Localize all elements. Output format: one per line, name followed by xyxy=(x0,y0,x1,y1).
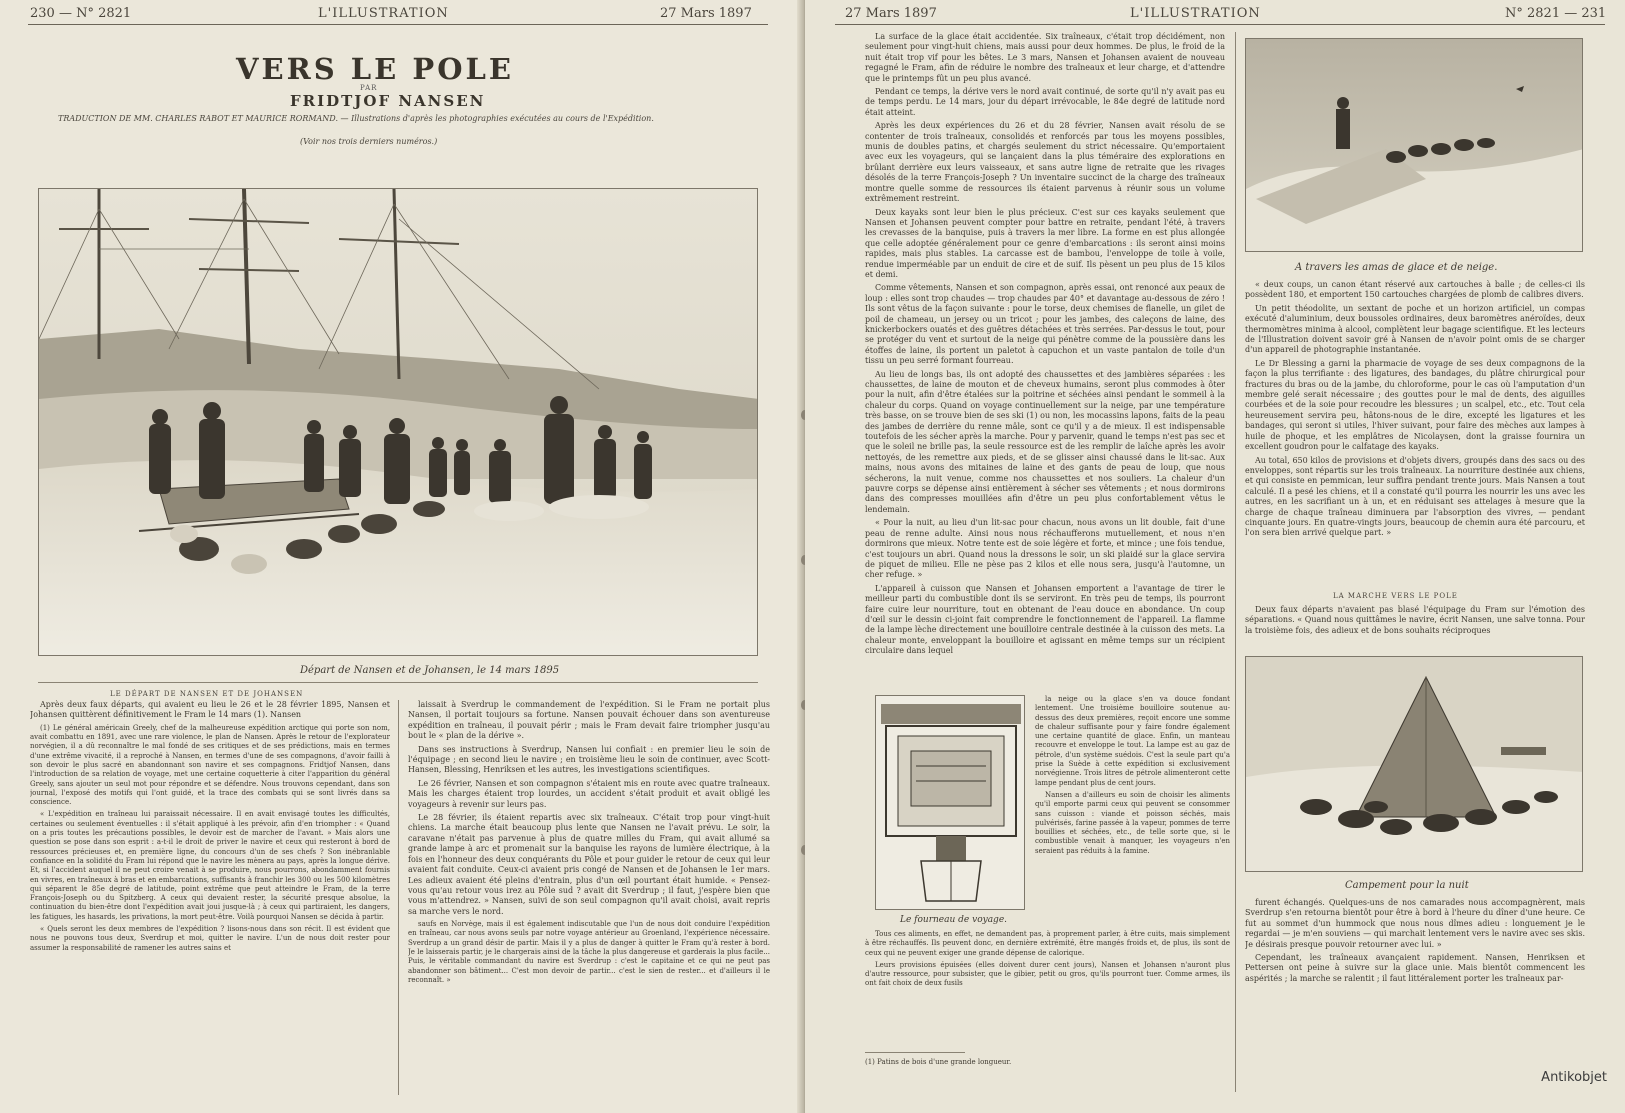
series-note: (Voir nos trois derniers numéros.) xyxy=(300,137,438,146)
paragraph: « Quels seront les deux membres de l'expédition ? lisons-nous dans son récit. Il est évident que nous ne pouvons tous deux, Sverdrup et moi, quitter le navire. L'un de nous doit rester pour assumer la responsabilité de ramener les autres sains et xyxy=(30,925,390,952)
column-divider xyxy=(398,700,399,1095)
paragraph: Après deux faux départs, qui avaient eu lieu le 26 et le 28 février 1895, Nansen et Johansen quittèrent définitivement le Fram le 14 mars (1). Nansen xyxy=(30,700,390,720)
masthead: L'ILLUSTRATION xyxy=(1130,6,1261,21)
section-heading-depart: LE DÉPART DE NANSEN ET DE JOHANSEN xyxy=(110,690,304,698)
issue-date: 27 Mars 1897 xyxy=(660,6,752,21)
ice-march-engraving xyxy=(1246,39,1583,252)
paragraph: « L'expédition en traîneau lui paraissait nécessaire. Il en avait envisagé toutes les difficultés, certaines ou seulement éventuelles : il s'était appliqué à les prévoir, afin d'en triompher : « Quand on a pris toutes les précautions possibles, le devoir est de marcher de l'avant. » Mais alors une question se pose dans son esprit : a-t-il le droit de priver le navire et ceux qui resteront à bord de ressources précieuses et, en première ligne, du concours d'un de ses chefs ? Son inébranlable confiance en la solidité du Fram lui répond que le navire les mènera au pays, après la longue dérive. Et, si l'accident auquel il ne peut croire venait à se produire, nous pourrons, abondamment fournis en vivres, en traîneaux à bras et en embarcations, suffisants à franchir les 300 ou les 500 kilomètres qui séparent le 85e degré de latitude, point extrême que peut atteindre le Fram, de la terre François-Joseph ou du Spitzberg. A ceux qui devaient rester, la sécurité presque absolue, la continuation du bien-être dont l'expédition avait joui jusque-là ; à ceux qui partiraient, les dangers, les fatigues, les hasards, les privations, la mort peut-être. Voilà pourquoi Nansen se décida à partir. xyxy=(30,810,390,921)
page-number: N° 2821 — 231 xyxy=(1505,6,1607,21)
right-column-2-bottom xyxy=(1245,898,1585,1083)
paragraph: Dans ses instructions à Sverdrup, Nansen lui confiait : en premier lieu le soin de l'équipage ; en second lieu le navire ; en troisième lieu le soin de continuer, avec Scott-Hansen, Blessing, Henriksen et les autres, les investigations scientifiques. xyxy=(408,744,770,775)
footnote: (1) Patins de bois d'une grande longueur. xyxy=(865,1058,1012,1066)
right-column-1c xyxy=(865,930,1230,1050)
right-column-2 xyxy=(1245,280,1585,585)
right-page xyxy=(805,0,1625,1113)
paragraph: Deux faux départs n'avaient pas blasé l'équipage du Fram sur l'émotion des séparations. « Quand nous quittâmes le navire, écrit Nansen, une salve tonna. Pour la troisième fois, des adieux et de bons souhaits réciproques xyxy=(1245,605,1585,635)
paragraph: La surface de la glace était accidentée. Six traîneaux, c'était trop décidément, non seulement pour vingt-huit chiens, mais aussi pour deux hommes. De plus, le froid de la nuit était trop vif pour les bêtes. Le 3 mars, Nansen et Johansen avaient de nouveau regagné le Fram, afin de réduire le nombre des traîneaux et leur charge, et d'attendre que le printemps fût un peu plus avancé. xyxy=(865,32,1225,83)
paragraph: Cependant, les traîneaux avançaient rapidement. Nansen, Henriksen et Pettersen ont peine à suivre sur la glace unie. Mais bientôt commencent les aspérités ; la marche se ralentit ; il faut littéralement porter les traîneaux par- xyxy=(1245,953,1585,983)
footnote-rule xyxy=(865,1052,965,1053)
continued-text xyxy=(408,920,770,988)
paragraph: Après les deux expériences du 26 et du 28 février, Nansen avait résolu de se contenter de trois traîneaux, consolidés et renforcés par tous les moyens possibles, munis de doubles patins, et chargés seulement du strict nécessaire. Qu'emportaient avec eux les voyageurs, qui se lançaient dans la plus téméraire des explorations en brûlant derrière eux leurs vaisseaux, et sans autre ligne de retraite que les rivages désolés de la terre François-Joseph ? Un inventaire succinct de la charge des traîneaux montre quelle somme de ressources ils étaient parvenus à réunir sous un volume extrêmement restreint. xyxy=(865,121,1225,204)
paragraph: saufs en Norvège, mais il est également indiscutable que l'un de nous doit conduire l'expédition en traîneau, car nous avons seuls par notre voyage antérieur au Groenland, l'expérience nécessaire. Sverdrup a un grand désir de partir. Mais il y a plus de danger à quitter le Fram qu'à rester à bord. Je le laisserais partir, je le chargerais ainsi de la tâche la plus dangereuse et garderais la plus facile... Puis, le véritable commandant du navire est Sverdrup : c'est le capitaine et ce qui ne peut pas abandonner son bâtiment... C'est mon devoir de partir... c'est le sien de rester... et d'ailleurs il le reconnaît. » xyxy=(408,920,770,984)
column-divider xyxy=(1235,32,1236,1092)
caption-rule xyxy=(38,682,758,683)
article-author: FRIDTJOF NANSEN xyxy=(290,92,486,110)
right-column-1 xyxy=(865,32,1225,687)
right-column-2-mid xyxy=(1245,605,1585,647)
paragraph: Le 26 février, Nansen et son compagnon s'étaient mis en route avec quatre traîneaux. Mais les charges étaient trop lourdes, un accident s'était produit et avait obligé les voyageurs à revenir sur leurs pas. xyxy=(408,778,770,809)
ice-march-caption: A travers les amas de glace et de neige. xyxy=(1295,262,1498,273)
byline-par: PAR xyxy=(360,84,378,92)
paragraph: Nansen a d'ailleurs eu soin de choisir les aliments qu'il emporte parmi ceux qui peuvent se consommer sans cuisson : viande et poisson séchés, mais pulvérisés, farine passée à la vapeur, pommes de terre bouillies et séchées, etc., de telle sorte que, si le combustible venait à manquer, les voyageurs n'en seraient pas réduits à la famine. xyxy=(1035,790,1230,855)
paragraph: Au total, 650 kilos de provisions et d'objets divers, groupés dans des sacs ou des enveloppes, sont répartis sur les trois traîneaux. La nourriture destinée aux chiens, et qui consiste en pemmican, leur suffira pendant trente jours. Mais Nansen a tout calculé. Il a pesé les chiens, et il a constaté qu'il pourra les nourrir les uns avec les autres, en les sacrifiant un à un, et en réduisant ses attelages à mesure que la charge de chaque traîneau diminuera par l'absorption des vivres, — pendant cinquante jours. En quatre-vingts jours, beaucoup de chemin aura été parcouru, et l'on sera bien arrivé quelque part. » xyxy=(1245,455,1585,538)
left-column-1 xyxy=(30,700,390,1095)
paragraph: Deux kayaks sont leur bien le plus précieux. C'est sur ces kayaks seulement que Nansen et Johansen peuvent compter pour battre en retraite, pendant l'été, à travers les crevasses de la banquise, puis à travers la mer libre. La forme en est plus allongée que celle adoptée généralement pour ce genre d'embarcations : ils seront ainsi moins rapides, mais plus stables. La carcasse est de bambou, l'enveloppe de toile à voile, rendue imperméable par un enduit de cire et de suif. Ils pèsent un peu plus de 15 kilos et demi. xyxy=(865,207,1225,279)
camp-engraving xyxy=(1246,657,1583,872)
stove-drawing xyxy=(876,696,1025,910)
header-rule xyxy=(28,24,768,25)
departure-photo xyxy=(38,188,758,656)
paragraph: Tous ces aliments, en effet, ne demandent pas, à proprement parler, à être cuits, mais simplement à être réchauffés. Ils peuvent donc, en dernière extrémité, être mangés froids et, de plus, ils sont de ceux qui ne peuvent exiger une grande dépense de calorique. xyxy=(865,930,1230,957)
paragraph: L'appareil à cuisson que Nansen et Johansen emportent a l'avantage de tirer le meilleur parti du combustible dont ils se serviront. En très peu de temps, ils pourront faire cuire leur nourriture, tout en obtenant de l'eau douce en abondance. Un coup d'œil sur le dessin ci-joint fait comprendre le fonctionnement de l'appareil. La flamme de la lampe lèche directement une bouilloire centrale destinée à la cuisson des mets. La chaleur monte, enveloppant la bouilloire et agissant en même temps sur un récipient circulaire dans lequel xyxy=(865,583,1225,656)
stove-diagram xyxy=(875,695,1025,910)
page-number: 230 — N° 2821 xyxy=(30,6,132,21)
paragraph: Le 28 février, ils étaient repartis avec six traîneaux. C'était trop pour vingt-huit chiens. La marche était beaucoup plus lente que Nansen ne l'avait prévu. Le soir, la caravane n'était pas parvenue à plus de quatre milles du Fram, qui avait allumé sa grande lampe à arc et promenait sur la banquise les rayons de lumière électrique, à la fois en l'honneur des deux conquérants du Pôle et pour guider le retour de ceux qui leur avaient fait conduite. Ceux-ci avaient pris congé de Nansen et de Johansen le 1er mars. Les adieux avaient été pleins d'entrain, plus d'un œil pourtant était humide. « Pensez-vous qu'au retour vous irez au Pôle sud ? avait dit Sverdrup ; il faut, j'espère bien que vous m'attendrez. » Nansen, suivi de son seul compagnon qu'il avait choisi, avait repris sa marche vers le nord. xyxy=(408,813,770,916)
footnote: (1) Le général américain Greely, chef de la malheureuse expédition arctique qui porte son nom, avait combattu en 1891, avec une rare violence, le plan de Nansen. Après le retour de l'explorateur norvégien, il a dû reconnaître le mal fondé de ses critiques et de ses prédictions, mais en termes d'une extrême vivacité, il a reproché à Nansen, en termes d'une de ses compagnons, d'avoir failli à son devoir le plus sacré en abandonnant son navire et ses compagnons. Fridtjof Nansen, dans l'introduction de sa relation de voyage, met une certaine coquetterie à citer l'apparition du général Greely, sans ajouter un seul mot pour répondre et se défendre. Nous trouvons cependant, dans son journal, l'exposé des motifs qui l'ont guidé, et la trace des combats qui se sont livrés dans sa conscience. xyxy=(30,723,390,807)
left-column-2 xyxy=(408,700,770,1095)
paragraph: Pendant ce temps, la dérive vers le nord avait continué, de sorte qu'il n'y avait pas eu de temps perdu. Le 14 mars, jour du départ irrévocable, le 84e degré de latitude nord était atteint. xyxy=(865,87,1225,117)
paragraph: Leurs provisions épuisées (elles doivent durer cent jours), Nansen et Johansen n'auront plus d'autre ressource, pour subsister, que le gibier, petit ou gros, qu'ils pourront tuer. Comme armes, ils ont fait choix de deux fusils xyxy=(865,960,1230,988)
watermark: Antikobjet xyxy=(1541,1070,1607,1085)
paragraph: « Pour la nuit, au lieu d'un lit-sac pour chacun, nous avons un lit double, fait d'une peau de renne adulte. Ainsi nous nous réchaufferons mutuellement, et nous n'en dormirons que mieux. Notre tente est de soie légère et forte, et mince ; une fois tendue, c'est toujours un abri. Quand nous la dressons le soir, un ski plaidé sur la glace servira de piquet de milieu. Elle ne pèse pas 2 kilos et elle nous sera, jusqu'à l'automne, un cher refuge. » xyxy=(865,518,1225,580)
paragraph: Un petit théodolite, un sextant de poche et un horizon artificiel, un compas exécuté d'aluminium, deux boussoles ordinaires, deux baromètres anéroïdes, deux thermomètres minima à alcool, complètent leur bagage scientifique. Et les lecteurs de l'Illustration doivent savoir gré à Nansen de n'avoir point omis de se charger d'un appareil de photographie instantanée. xyxy=(1245,303,1585,355)
article-title: VERS LE POLE xyxy=(236,52,514,86)
ice-march-photo xyxy=(1245,38,1583,252)
paragraph: furent échangés. Quelques-uns de nos camarades nous accompagnèrent, mais Sverdrup s'en retourna bientôt pour être à bord à l'heure du dîner d'une heure. Ce fut au sommet d'un hummock que nous nous dîmes adieu : longuement je le regardai — je m'en souviens — qui marchait lentement vers le navire avec ses skis. Je désirais presque pouvoir retourner avec lui. » xyxy=(1245,898,1585,949)
paragraph: « deux coups, un canon étant réservé aux cartouches à balle ; de celles-ci ils possèdent 180, et emportent 150 cartouches chargées de plomb de calibres divers. xyxy=(1245,280,1585,300)
left-page xyxy=(0,0,805,1113)
paragraph: laissait à Sverdrup le commandement de l'expédition. Si le Fram ne portait plus Nansen, il portait toujours sa fortune. Nansen pouvait échouer dans son aventureuse expédition en traîneau, il pouvait périr ; mais le Fram devait faire triompher jusqu'au bout le « plan de la dérive ». xyxy=(408,700,770,741)
paragraph: la neige ou la glace s'en va douce fondant lentement. Une troisième bouilloire soutenue au-dessus des deux premières, reçoit encore une somme de chaleur suffisante pour y faire fondre également une certaine quantité de glace. Enfin, un manteau recouvre et enveloppe le tout. La lampe est au gaz de pétrole, d'un système suédois. C'est la seule part qu'a prise la Suède à cette expédition si exclusivement norvégienne. Trois litres de pétrole alimenteront cette lampe pendant plus de cent jours. xyxy=(1035,695,1230,787)
departure-engraving xyxy=(39,189,758,656)
paragraph: Au lieu de longs bas, ils ont adopté des chaussettes et des jambières séparées : les chaussettes, de laine de mouton et de cheveux humains, seront plus commodes à ôter pour la nuit, afin d'être étalées sur la poitrine et séchées ainsi pendant le sommeil à la chaleur du corps. Quand on voyage continuellement sur la neige, par une température très basse, on se trouve bien de ses ski (1) ou non, les mocassins lapons, faits de la peau des jambes de derrière du renne mâle, sont ce qu'il y a de mieux. Il est indispensable toutefois de les sécher après la marche. Pour y parvenir, quand le temps n'est pas sec et que le soleil ne brille pas, la seule ressource est de les remplir de laîche après les avoir nettoyés, de les remettre aux pieds, et de se glisser ainsi chaussé dans le lit-sac. Aux mains, nous avons des mitaines de laine et des gants de peau de loup, que nous sécherons, la nuit venue, comme nos chaussettes et nos souliers. La chaleur d'un pauvre corps se dépense ainsi entièrement à sécher ses vêtements ; et nous dormirons dans des compresses mouillées afin d'être un peu plus confortablement vêtus le lendemain. xyxy=(865,369,1225,514)
masthead: L'ILLUSTRATION xyxy=(318,6,449,21)
paragraph: Comme vêtements, Nansen et son compagnon, après essai, ont renoncé aux peaux de loup : elles sont trop chaudes — trop chaudes par 40° et davantage au-dessous de zéro ! Ils sont vêtus de la façon suivante : pour le torse, deux chemises de flanelle, un gilet de poil de chameau, un jersey ou un tricot ; pour les jambes, des caleçons de laine, des knickerbockers ouatés et des guêtres détachées et très serrées. Par-dessus le tout, pour se protéger du vent et surtout de la neige qui pénètre comme de la poussière dans les étoffes de laine, ils portent un paletot à capuchon et un vaste pantalon de toile d'un tissu un peu serré formant fourreau. xyxy=(865,283,1225,366)
paragraph: Le Dr Blessing a garni la pharmacie de voyage de ses deux compagnons de la façon la plus terrifiante : des ligatures, des bandages, du plâtre chirurgical pour fractures du bras ou de la jambe, du chloroforme, pour le cas où l'amputation d'un membre gelé serait nécessaire ; des gouttes pour le mal de dents, des aiguilles courbées et de la soie pour recoudre les blessures ; un scalpel, etc., etc. Tout cela heureusement servira peu, hâtons-nous de le dire, excepté les ligatures et les bandages, qui seront si utiles, l'hiver suivant, pour faire des mèches aux lampes à huile de phoque, et les emplâtres de Nicolaysen, dont la graisse fournira un excellent goudron pour le calfatage des kayaks. xyxy=(1245,358,1585,452)
footnote-block xyxy=(30,724,390,956)
departure-caption: Départ de Nansen et de Johansen, le 14 mars 1895 xyxy=(300,665,560,676)
translation-credits: TRADUCTION DE MM. CHARLES RABOT ET MAURICE RORMAND. — Illustrations d'après les photographies exécutées au cours de l'Expédition. xyxy=(58,114,654,123)
header-rule xyxy=(835,24,1605,25)
stove-caption: Le fourneau de voyage. xyxy=(900,915,1008,925)
camp-caption: Campement pour la nuit xyxy=(1345,880,1469,891)
issue-date: 27 Mars 1897 xyxy=(845,6,937,21)
section-heading-marche: LA MARCHE VERS LE POLE xyxy=(1333,592,1458,600)
camp-photo xyxy=(1245,656,1583,872)
